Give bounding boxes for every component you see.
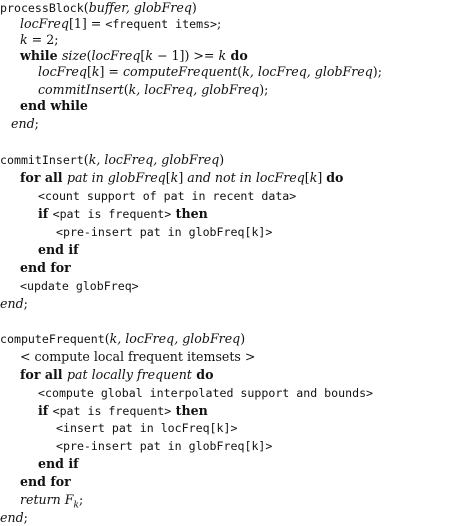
code-token: do <box>326 170 344 185</box>
code-token: locFreq <box>38 64 87 79</box>
code-token: while <box>20 48 62 63</box>
code-token: <pre-insert pat in globFreq[k]> <box>56 439 273 453</box>
code-token: <pat is frequent> <box>52 207 172 221</box>
code-line <box>0 152 224 168</box>
code-token: ] = <box>99 64 123 79</box>
code-line <box>0 331 245 347</box>
code-line <box>20 32 58 48</box>
code-line <box>20 170 343 186</box>
code-token: pat locally frequent <box>66 367 192 382</box>
code-token: k <box>20 32 28 47</box>
code-token: <insert pat in locFreq[k]> <box>56 421 238 435</box>
code-token: ); <box>372 64 382 79</box>
code-line <box>20 474 71 490</box>
code-token: commitInsert <box>38 82 124 97</box>
code-token: end <box>0 510 24 525</box>
code-token: processBlock <box>0 1 84 15</box>
code-line <box>11 116 39 132</box>
code-token: [ <box>304 170 310 185</box>
code-line <box>20 48 248 64</box>
code-token: ; <box>23 510 28 525</box>
code-token: k, locFreq, globFreq <box>128 82 260 97</box>
code-token: ( <box>104 331 110 346</box>
code-token: if <box>38 206 53 221</box>
code-token: k <box>170 170 179 185</box>
code-token: ( <box>237 64 243 79</box>
code-token: computeFrequent <box>0 332 105 346</box>
code-token: <count support of pat in recent data> <box>38 189 297 203</box>
code-line <box>20 492 84 511</box>
code-token: for all <box>20 170 67 185</box>
code-token: [ <box>165 170 171 185</box>
code-token: <pre-insert pat in globFreq[k]> <box>56 225 273 239</box>
code-token: ) <box>191 0 197 15</box>
code-line <box>38 456 79 472</box>
code-token: <update globFreq> <box>20 279 139 293</box>
code-token: ( <box>123 82 129 97</box>
code-line <box>20 16 221 32</box>
code-token: = 2; <box>27 32 59 47</box>
code-token: <frequent items> <box>105 17 218 31</box>
code-line <box>56 224 272 240</box>
code-token: [ <box>86 64 92 79</box>
code-token: − 1]) >= <box>152 48 219 63</box>
code-token: k, locFreq, globFreq <box>109 331 241 346</box>
code-token: <compute global interpolated support and bounds> <box>38 386 374 400</box>
code-token: [ <box>140 48 146 63</box>
code-token: for all <box>20 367 67 382</box>
code-token: if <box>38 403 53 418</box>
code-token: ; <box>79 492 84 507</box>
code-token: k, locFreq, globFreq <box>88 152 220 167</box>
code-token: commitInsert <box>0 153 84 167</box>
code-token: end for <box>20 260 71 275</box>
code-token: end while <box>20 98 88 113</box>
code-line <box>38 64 382 80</box>
code-token: k, locFreq, globFreq <box>242 64 373 79</box>
code-token: ] <box>178 170 188 185</box>
code-token: locFreq <box>20 16 69 31</box>
code-token: k <box>218 48 227 63</box>
code-token: buffer, globFreq <box>88 0 192 15</box>
code-line <box>56 420 237 436</box>
code-line <box>38 242 79 258</box>
code-token: k <box>309 170 318 185</box>
code-token: ( <box>83 152 89 167</box>
code-line <box>0 0 197 16</box>
code-line <box>38 403 208 419</box>
code-token: end <box>0 296 24 311</box>
code-token: return F <box>20 492 74 507</box>
code-line <box>38 206 208 222</box>
code-token: [1] = <box>68 16 106 31</box>
code-token: end <box>11 116 35 131</box>
code-token: ] <box>317 170 327 185</box>
code-token: size <box>61 48 87 63</box>
code-line <box>20 278 139 294</box>
code-line <box>38 82 268 98</box>
code-line <box>20 98 88 114</box>
code-token: and not in locFreq <box>187 170 305 185</box>
code-token: ( <box>86 48 92 63</box>
code-token: then <box>171 403 208 418</box>
code-token: ); <box>259 82 269 97</box>
code-line <box>38 385 373 401</box>
code-line <box>20 260 71 276</box>
code-line <box>20 367 213 383</box>
code-token: then <box>171 206 208 221</box>
code-token: ( <box>83 0 89 15</box>
code-token: ) <box>240 331 246 346</box>
code-token: pat in globFreq <box>66 170 166 185</box>
code-token: ; <box>217 16 222 31</box>
code-token: <pat is frequent> <box>52 404 172 418</box>
code-token: ) <box>219 152 225 167</box>
code-token: do <box>191 367 214 382</box>
code-token: k <box>73 500 79 511</box>
code-token: end for <box>20 474 71 489</box>
code-token: k <box>145 48 153 63</box>
code-token: locFreq <box>91 48 141 63</box>
code-token: end if <box>38 456 79 471</box>
code-line <box>38 188 296 204</box>
code-token: < compute local frequent itemsets > <box>20 349 256 364</box>
code-line <box>20 349 255 365</box>
code-token: do <box>226 48 248 63</box>
code-line <box>56 438 272 454</box>
code-token: ; <box>23 296 28 311</box>
code-token: ; <box>34 116 39 131</box>
code-line <box>0 296 28 312</box>
code-line <box>0 510 28 526</box>
code-token: computeFrequent <box>122 64 238 79</box>
code-token: end if <box>38 242 79 257</box>
code-token: k <box>91 64 100 79</box>
